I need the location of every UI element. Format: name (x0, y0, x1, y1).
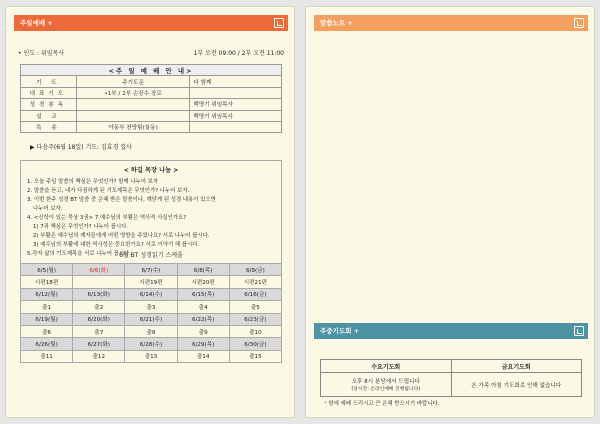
schedule-date: 6/22(목) (177, 313, 229, 325)
wednesday-main: 오후 8시 본당에서 드립니다 (351, 379, 420, 385)
schedule-reading: 출15 (229, 350, 281, 362)
friday-header: 금요기도회 (451, 360, 582, 373)
service-order-title: <주 일 예 배 안 내> (21, 65, 282, 76)
order-leader (190, 87, 282, 98)
schedule-reading: 시편20편 (177, 276, 229, 288)
schedule-date: 6/27(화) (73, 338, 125, 350)
schedule-date: 6/19(월) (21, 313, 73, 325)
question-line: 1. 오늘 주일 말씀의 핵심은 무엇인가? 함께 나누어 보자 (27, 179, 159, 185)
table-row (21, 338, 282, 350)
schedule-reading: 출5 (229, 301, 281, 313)
question-line: 4. <신학이 있는 묵상 3권> 7.예수님의 부활은 역사적 사실인가요? (27, 215, 187, 221)
order-content (76, 110, 190, 121)
schedule-date: 6/23(금) (229, 313, 281, 325)
schedule-reading: 출7 (73, 325, 125, 337)
sermon-notes-header (314, 15, 588, 31)
schedule-date: 6/14(수) (125, 288, 177, 300)
table-row (21, 313, 282, 325)
bt-schedule-title: 6월 BT 성경읽기 스케줄 (119, 252, 183, 259)
service-order-table (20, 64, 282, 133)
service-info (18, 48, 284, 57)
table-row (21, 301, 282, 313)
table-row (21, 99, 282, 110)
schedule-date: 6/26(월) (21, 338, 73, 350)
footnote (324, 399, 439, 407)
schedule-reading: 시편19편 (125, 276, 177, 288)
wednesday-info (321, 373, 452, 397)
document-icon[interactable] (274, 18, 284, 28)
question-line: 1) 7과 핵심은 무엇인가? 나누어 봅시다. (33, 224, 129, 230)
order-content: •1부 / 2부 손장수 장로 (76, 87, 190, 98)
right-page (305, 6, 595, 418)
table-row (321, 373, 582, 397)
schedule-date: 6/29(목) (177, 338, 229, 350)
schedule-date: 6/7(수) (125, 264, 177, 276)
order-leader: 백명기 위임목사 (190, 99, 282, 110)
order-content (76, 99, 190, 110)
order-content: 아동부 찬양팀(율동) (76, 121, 190, 132)
table-row (21, 110, 282, 121)
sunday-service-title: 주일예배 + (20, 19, 53, 27)
order-content: 주기도문 (76, 76, 190, 87)
question-line: 2. 말씀을 듣고, 내가 다짐하게 된 기도제목은 무엇인가? 나누어 보자. (27, 188, 190, 194)
left-page (5, 6, 295, 418)
next-week-prayer: ▶ 다음주(6월 18일) 기도: 김효경 집사 (30, 144, 132, 151)
sunday-service-header (14, 15, 288, 31)
schedule-date: 6/28(수) (125, 338, 177, 350)
schedule-date: 6/13(화) (73, 288, 125, 300)
footnote-text: 항에 예배 드리시고 큰 은혜 받으시기 바랍니다. (328, 401, 440, 407)
table-row (21, 276, 282, 288)
schedule-reading: 출13 (125, 350, 177, 362)
weekday-prayer-title: 주중기도회 + (320, 327, 360, 335)
order-leader (190, 121, 282, 132)
schedule-reading (73, 276, 125, 288)
document-icon[interactable] (574, 326, 584, 336)
schedule-reading: 시편18편 (21, 276, 73, 288)
table-row (21, 325, 282, 337)
small-group-title: < 하길 목장 나눔 > (123, 167, 179, 174)
schedule-reading: 출4 (177, 301, 229, 313)
order-item: 성경봉독 (21, 99, 77, 110)
schedule-date: 6/16(금) (229, 288, 281, 300)
order-item: 설 교 (21, 110, 77, 121)
schedule-reading: 출6 (21, 325, 73, 337)
schedule-date: 6/8(목) (177, 264, 229, 276)
bt-schedule-table (20, 263, 282, 363)
star-icon: * (324, 401, 327, 407)
schedule-date: 6/30(금) (229, 338, 281, 350)
weekday-prayer-header (314, 323, 588, 339)
schedule-date: 6/5(월) (21, 264, 73, 276)
schedule-date: 6/21(수) (125, 313, 177, 325)
question-line: 3. 이번 한주 성경 BT 말씀 중 은혜 받은 말씀이나, 깨닫게 된 성경 내용이 있으면 (27, 197, 216, 203)
order-item: 기 도 (21, 76, 77, 87)
sermon-notes-title: 말씀노트 + (320, 19, 353, 27)
table-row (21, 288, 282, 300)
schedule-reading: 출14 (177, 350, 229, 362)
table-row (21, 264, 282, 276)
table-row (21, 76, 282, 87)
table-row (21, 87, 282, 98)
question-line: 3) 예수님의 부활에 대한 역사성은 중요한가요? 서로 이야기 해 봅시다. (33, 242, 200, 248)
order-item: 대표기도 (21, 87, 77, 98)
document-icon[interactable] (574, 18, 584, 28)
schedule-date: 6/20(화) (73, 313, 125, 325)
schedule-reading: 출1 (21, 301, 73, 313)
wednesday-header: 수요기도회 (321, 360, 452, 373)
table-row (321, 360, 582, 373)
question-line: 5.각자 삶의 기도제목을 서로 나누어 봅시다. (27, 251, 131, 257)
schedule-reading: 출8 (125, 325, 177, 337)
schedule-date: 6/6(화) (73, 264, 125, 276)
friday-info: 온 가족 아침 기도회로 인해 없습니다 (451, 373, 582, 397)
wednesday-note: (당시간: 온라인예배 진행됩니다) (351, 387, 421, 392)
bullet: • (18, 50, 22, 57)
preacher: 인도 : 위임목사 (23, 50, 65, 57)
small-group-questions (27, 178, 275, 259)
schedule-date: 6/9(금) (229, 264, 281, 276)
schedule-date: 6/12(월) (21, 288, 73, 300)
schedule-reading: 출11 (21, 350, 73, 362)
schedule-reading: 출10 (229, 325, 281, 337)
schedule-reading: 출3 (125, 301, 177, 313)
order-leader: 다 함께 (190, 76, 282, 87)
schedule-reading: 출12 (73, 350, 125, 362)
question-line: 2) 부활은 예수님의 제자들에게 어떤 영향을 주었나요? 서로 나누어 봅시다. (33, 233, 210, 239)
schedule-reading: 시편21편 (229, 276, 281, 288)
question-line: 나누어 보자. (33, 206, 63, 212)
schedule-reading: 출9 (177, 325, 229, 337)
schedule-date: 6/15(목) (177, 288, 229, 300)
schedule-reading: 출2 (73, 301, 125, 313)
service-times: 1부 오전 09:00 / 2부 오전 11:00 (193, 50, 284, 57)
order-item: 특 송 (21, 121, 77, 132)
table-row (21, 350, 282, 362)
prayer-meeting-table (320, 359, 582, 397)
order-leader: 백명기 위임목사 (190, 110, 282, 121)
table-row (21, 121, 282, 132)
